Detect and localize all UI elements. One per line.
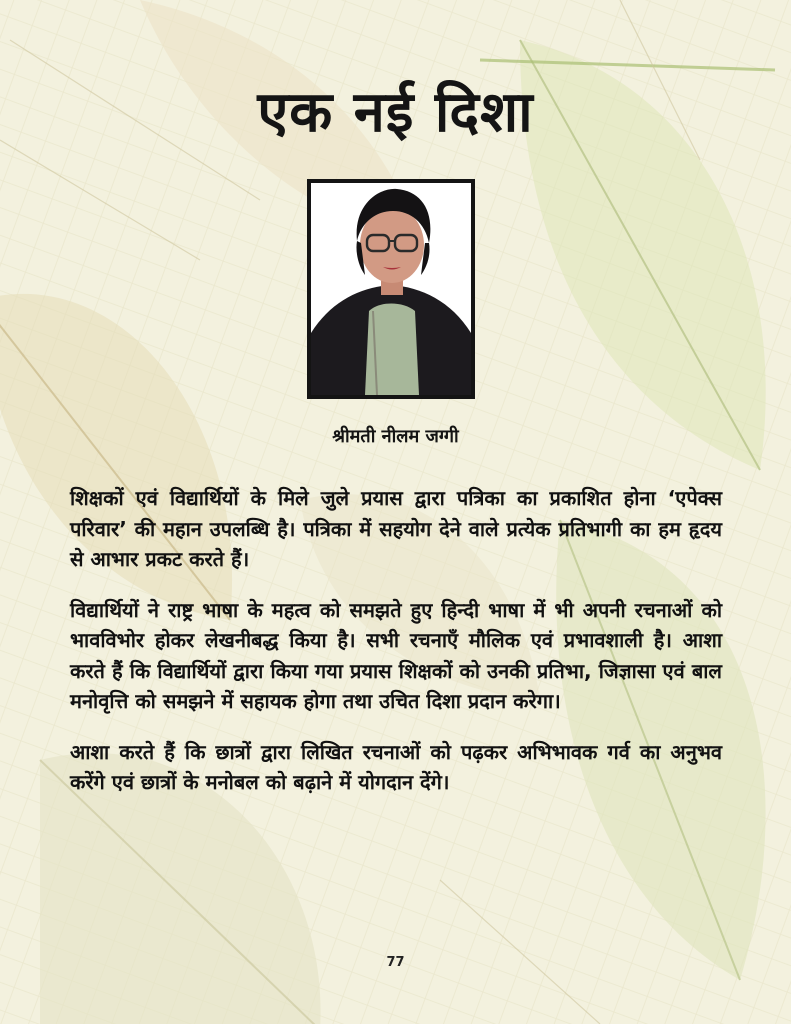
- author-photo: [307, 179, 475, 399]
- message-body: [70, 483, 722, 818]
- photo-caption: श्रीमती नीलम जग्गी: [332, 426, 459, 447]
- page-title: एक नई दिशा: [257, 80, 534, 145]
- page-number: 77: [386, 955, 405, 970]
- portrait-image: [311, 183, 471, 395]
- paragraph-3: आशा करते हैं कि छात्रों द्वारा लिखित रचनाओं को पढ़कर अभिभावक गर्व का अनुभव करेंगे एवं छात्रों के मनोबल को बढ़ाने में योगदान देंगे।: [70, 739, 722, 794]
- paragraph-2: विद्यार्थियों ने राष्ट्र भाषा के महत्व को समझते हुए हिन्दी भाषा में भी अपनी रचनाओं को भावविभोर होकर लेखनीबद्ध किया है। सभी रचनाएँ मौलिक एवं प्रभावशाली है। आशा करते हैं कि विद्यार्थियों द्वारा किया गया प्रयास शिक्षकों को उनकी प्रतिभा, जिज्ञासा एवं बाल मनोवृत्ति को समझने में सहायक होगा तथा उचित दिशा प्रदान करेगा।: [70, 597, 722, 713]
- paragraph-1: शिक्षकों एवं विद्यार्थियों के मिले जुले प्रयास द्वारा पत्रिका का प्रकाशित होना ‘एपेक्स परिवार’ की महान उपलब्धि है। पत्रिका में सहयोग देने वाले प्रत्येक प्रतिभागी का हम हृदय से आभार प्रकट करते हैं।: [70, 486, 722, 571]
